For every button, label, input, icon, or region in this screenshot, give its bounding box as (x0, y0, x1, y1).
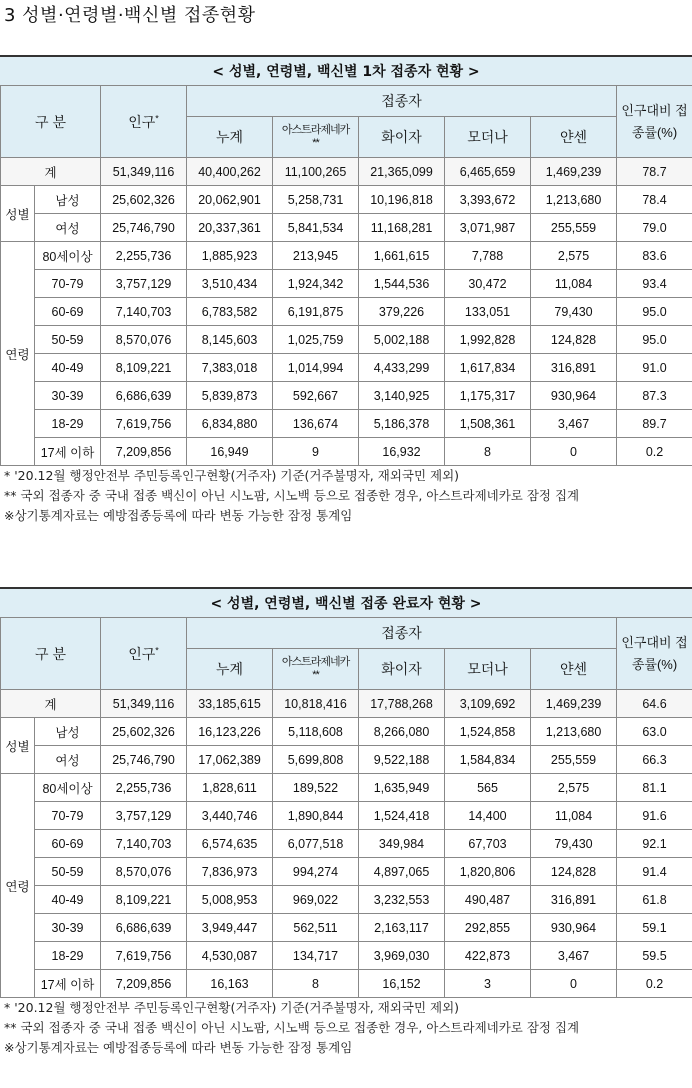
cell-pfizer: 4,433,299 (359, 354, 445, 382)
group-label-sex: 성별 (1, 186, 35, 242)
cell-moderna: 1,820,806 (445, 858, 531, 886)
table-row (1, 214, 692, 242)
table-caption: < 성별, 연령별, 백신별 접종 완료자 현황 > (0, 587, 692, 617)
cell-moderna: 1,175,317 (445, 382, 531, 410)
row-label: 여성 (35, 214, 101, 242)
cell-janssen: 79,430 (531, 830, 617, 858)
cell-pfizer: 17,788,268 (359, 690, 445, 718)
footnote: * '20.12월 행정안전부 주민등록인구현황(거주자) 기준(거주불명자, 재외국민 제외) (4, 468, 460, 483)
cell-pfizer: 3,969,030 (359, 942, 445, 970)
header-population-label: 인구 (128, 645, 156, 662)
cell-population: 51,349,116 (101, 690, 187, 718)
header-pfizer: 화이자 (359, 649, 445, 690)
cell-rate: 91.0 (617, 354, 692, 382)
cell-population: 51,349,116 (101, 158, 187, 186)
cell-pfizer: 3,140,925 (359, 382, 445, 410)
population-footnote-mark: * (155, 112, 159, 123)
cell-moderna: 490,487 (445, 886, 531, 914)
cell-rate: 78.4 (617, 186, 692, 214)
cell-az: 5,118,608 (273, 718, 359, 746)
cell-moderna: 6,465,659 (445, 158, 531, 186)
footnote: ** 국외 접종자 중 국내 접종 백신이 아닌 시노팜, 시노백 등으로 접종한 경우, 아스트라제네카로 잠정 집계 (4, 488, 580, 503)
row-label: 30-39 (35, 914, 101, 942)
footnote: ※상기통계자료는 예방접종등록에 따라 변동 가능한 잠정 통계임 (4, 1040, 353, 1055)
table-row (1, 886, 692, 914)
cell-pfizer: 1,635,949 (359, 774, 445, 802)
cell-az: 134,717 (273, 942, 359, 970)
cell-sum: 7,836,973 (187, 858, 273, 886)
table-row (1, 942, 692, 970)
cell-rate: 93.4 (617, 270, 692, 298)
population-footnote-mark: * (155, 644, 159, 655)
row-label: 70-79 (35, 802, 101, 830)
cell-sum: 3,510,434 (187, 270, 273, 298)
cell-moderna: 14,400 (445, 802, 531, 830)
header-astrazeneca (273, 649, 359, 690)
table-row (1, 438, 692, 466)
cell-janssen: 1,469,239 (531, 690, 617, 718)
astrazeneca-footnote-mark: ** (312, 137, 319, 149)
table-row-total (1, 690, 692, 718)
table-row (1, 970, 692, 998)
table-row (1, 326, 692, 354)
cell-population: 6,686,639 (101, 914, 187, 942)
cell-sum: 8,145,603 (187, 326, 273, 354)
cell-population: 2,255,736 (101, 774, 187, 802)
cell-moderna: 1,524,858 (445, 718, 531, 746)
row-label: 17세 이하 (35, 438, 101, 466)
cell-janssen: 79,430 (531, 298, 617, 326)
cell-moderna: 3 (445, 970, 531, 998)
cell-population: 7,619,756 (101, 942, 187, 970)
cell-population: 8,570,076 (101, 858, 187, 886)
header-sum: 누계 (187, 117, 273, 158)
cell-sum: 33,185,615 (187, 690, 273, 718)
table-row (1, 382, 692, 410)
cell-rate: 92.1 (617, 830, 692, 858)
cell-moderna: 67,703 (445, 830, 531, 858)
cell-moderna: 3,071,987 (445, 214, 531, 242)
cell-pfizer: 379,226 (359, 298, 445, 326)
cell-janssen: 316,891 (531, 886, 617, 914)
row-label: 40-49 (35, 354, 101, 382)
cell-rate: 64.6 (617, 690, 692, 718)
cell-janssen: 3,467 (531, 942, 617, 970)
table-row (1, 830, 692, 858)
page-heading: 3 성별·연령별·백신별 접종현황 (4, 5, 256, 26)
header-vaccinated-group: 접종자 (187, 618, 617, 649)
first-dose-section (0, 55, 692, 526)
cell-janssen: 11,084 (531, 270, 617, 298)
cell-rate: 95.0 (617, 326, 692, 354)
cell-az: 1,924,342 (273, 270, 359, 298)
astrazeneca-footnote-mark: ** (312, 669, 319, 681)
cell-population: 2,255,736 (101, 242, 187, 270)
footnote: ** 국외 접종자 중 국내 접종 백신이 아닌 시노팜, 시노백 등으로 접종한 경우, 아스트라제네카로 잠정 집계 (4, 1020, 580, 1035)
table-row (1, 802, 692, 830)
header-sum: 누계 (187, 649, 273, 690)
cell-pfizer: 16,932 (359, 438, 445, 466)
cell-rate: 89.7 (617, 410, 692, 438)
table-row (1, 746, 692, 774)
cell-janssen: 1,469,239 (531, 158, 617, 186)
table-row (1, 914, 692, 942)
cell-az: 9 (273, 438, 359, 466)
header-moderna: 모더나 (445, 117, 531, 158)
cell-rate: 83.6 (617, 242, 692, 270)
cell-pfizer: 9,522,188 (359, 746, 445, 774)
cell-az: 10,818,416 (273, 690, 359, 718)
row-label: 40-49 (35, 886, 101, 914)
row-label: 60-69 (35, 830, 101, 858)
cell-janssen: 0 (531, 438, 617, 466)
cell-janssen: 124,828 (531, 326, 617, 354)
cell-moderna: 565 (445, 774, 531, 802)
cell-az: 6,077,518 (273, 830, 359, 858)
cell-rate: 79.0 (617, 214, 692, 242)
cell-population: 7,209,856 (101, 438, 187, 466)
cell-sum: 3,440,746 (187, 802, 273, 830)
cell-pfizer: 349,984 (359, 830, 445, 858)
cell-janssen: 316,891 (531, 354, 617, 382)
cell-rate: 0.2 (617, 438, 692, 466)
cell-rate: 63.0 (617, 718, 692, 746)
table-row (1, 354, 692, 382)
cell-sum: 40,400,262 (187, 158, 273, 186)
cell-rate: 91.4 (617, 858, 692, 886)
row-label: 여성 (35, 746, 101, 774)
cell-pfizer: 10,196,818 (359, 186, 445, 214)
cell-rate: 87.3 (617, 382, 692, 410)
row-label: 30-39 (35, 382, 101, 410)
cell-population: 8,570,076 (101, 326, 187, 354)
cell-az: 1,890,844 (273, 802, 359, 830)
vaccination-table (0, 85, 692, 466)
cell-sum: 4,530,087 (187, 942, 273, 970)
row-label: 80세이상 (35, 242, 101, 270)
cell-az: 5,258,731 (273, 186, 359, 214)
header-janssen: 얀센 (531, 117, 617, 158)
row-label: 18-29 (35, 410, 101, 438)
table-row (1, 774, 692, 802)
row-label: 17세 이하 (35, 970, 101, 998)
footnote: * '20.12월 행정안전부 주민등록인구현황(거주자) 기준(거주불명자, 재외국민 제외) (4, 1000, 460, 1015)
cell-janssen: 930,964 (531, 382, 617, 410)
cell-az: 1,025,759 (273, 326, 359, 354)
cell-pfizer: 5,002,188 (359, 326, 445, 354)
cell-sum: 16,163 (187, 970, 273, 998)
cell-az: 6,191,875 (273, 298, 359, 326)
row-label: 50-59 (35, 326, 101, 354)
cell-sum: 6,834,880 (187, 410, 273, 438)
cell-rate: 59.1 (617, 914, 692, 942)
cell-moderna: 292,855 (445, 914, 531, 942)
header-category: 구 분 (1, 86, 101, 158)
cell-population: 7,140,703 (101, 298, 187, 326)
cell-sum: 1,828,611 (187, 774, 273, 802)
table-header-row (1, 618, 692, 649)
row-label: 60-69 (35, 298, 101, 326)
header-moderna: 모더나 (445, 649, 531, 690)
cell-az: 8 (273, 970, 359, 998)
cell-population: 25,602,326 (101, 718, 187, 746)
table-row-total (1, 158, 692, 186)
cell-janssen: 1,213,680 (531, 718, 617, 746)
cell-moderna: 133,051 (445, 298, 531, 326)
cell-pfizer: 11,168,281 (359, 214, 445, 242)
footnote: ※상기통계자료는 예방접종등록에 따라 변동 가능한 잠정 통계임 (4, 508, 353, 523)
cell-sum: 16,123,226 (187, 718, 273, 746)
cell-population: 3,757,129 (101, 270, 187, 298)
cell-population: 25,746,790 (101, 746, 187, 774)
cell-pfizer: 4,897,065 (359, 858, 445, 886)
cell-pfizer: 8,266,080 (359, 718, 445, 746)
cell-pfizer: 21,365,099 (359, 158, 445, 186)
cell-sum: 7,383,018 (187, 354, 273, 382)
cell-moderna: 7,788 (445, 242, 531, 270)
cell-janssen: 3,467 (531, 410, 617, 438)
footnotes (0, 466, 692, 526)
table-row (1, 186, 692, 214)
row-label: 남성 (35, 186, 101, 214)
cell-az: 5,841,534 (273, 214, 359, 242)
header-janssen: 얀센 (531, 649, 617, 690)
cell-az: 969,022 (273, 886, 359, 914)
cell-rate: 59.5 (617, 942, 692, 970)
cell-az: 136,674 (273, 410, 359, 438)
header-pfizer: 화이자 (359, 117, 445, 158)
cell-population: 8,109,221 (101, 886, 187, 914)
cell-az: 994,274 (273, 858, 359, 886)
footnotes (0, 998, 692, 1058)
cell-az: 592,667 (273, 382, 359, 410)
cell-pfizer: 1,661,615 (359, 242, 445, 270)
cell-janssen: 255,559 (531, 746, 617, 774)
cell-moderna: 8 (445, 438, 531, 466)
cell-sum: 17,062,389 (187, 746, 273, 774)
group-label-age: 연령 (1, 242, 35, 466)
cell-pfizer: 16,152 (359, 970, 445, 998)
table-row (1, 242, 692, 270)
cell-sum: 20,337,361 (187, 214, 273, 242)
table-row (1, 718, 692, 746)
cell-rate: 78.7 (617, 158, 692, 186)
cell-moderna: 3,393,672 (445, 186, 531, 214)
cell-az: 213,945 (273, 242, 359, 270)
cell-az: 5,699,808 (273, 746, 359, 774)
cell-sum: 5,008,953 (187, 886, 273, 914)
cell-sum: 6,783,582 (187, 298, 273, 326)
header-astrazeneca (273, 117, 359, 158)
cell-population: 7,140,703 (101, 830, 187, 858)
cell-janssen: 2,575 (531, 774, 617, 802)
table-row (1, 858, 692, 886)
cell-moderna: 1,584,834 (445, 746, 531, 774)
cell-rate: 81.1 (617, 774, 692, 802)
cell-population: 25,602,326 (101, 186, 187, 214)
cell-janssen: 930,964 (531, 914, 617, 942)
cell-janssen: 124,828 (531, 858, 617, 886)
cell-population: 6,686,639 (101, 382, 187, 410)
cell-population: 3,757,129 (101, 802, 187, 830)
header-vaccinated-group: 접종자 (187, 86, 617, 117)
cell-sum: 20,062,901 (187, 186, 273, 214)
cell-sum: 5,839,873 (187, 382, 273, 410)
row-label: 계 (1, 690, 101, 718)
cell-rate: 91.6 (617, 802, 692, 830)
row-label: 계 (1, 158, 101, 186)
cell-pfizer: 2,163,117 (359, 914, 445, 942)
cell-janssen: 0 (531, 970, 617, 998)
cell-population: 7,619,756 (101, 410, 187, 438)
cell-moderna: 422,873 (445, 942, 531, 970)
row-label: 50-59 (35, 858, 101, 886)
table-row (1, 270, 692, 298)
cell-pfizer: 1,544,536 (359, 270, 445, 298)
header-rate: 인구대비 접종률(%) (617, 86, 692, 158)
cell-janssen: 255,559 (531, 214, 617, 242)
cell-janssen: 2,575 (531, 242, 617, 270)
row-label: 남성 (35, 718, 101, 746)
cell-sum: 6,574,635 (187, 830, 273, 858)
group-label-sex: 성별 (1, 718, 35, 774)
row-label: 18-29 (35, 942, 101, 970)
cell-moderna: 3,109,692 (445, 690, 531, 718)
fully-vaccinated-section (0, 587, 692, 1058)
row-label: 80세이상 (35, 774, 101, 802)
table-header-row (1, 86, 692, 117)
cell-population: 25,746,790 (101, 214, 187, 242)
cell-janssen: 11,084 (531, 802, 617, 830)
header-category: 구 분 (1, 618, 101, 690)
header-rate: 인구대비 접종률(%) (617, 618, 692, 690)
cell-rate: 95.0 (617, 298, 692, 326)
cell-sum: 16,949 (187, 438, 273, 466)
cell-population: 7,209,856 (101, 970, 187, 998)
header-population (101, 618, 187, 690)
table-caption: < 성별, 연령별, 백신별 1차 접종자 현황 > (0, 55, 692, 85)
cell-az: 562,511 (273, 914, 359, 942)
header-astrazeneca-label: 아스트라제네카 (281, 124, 350, 136)
cell-moderna: 30,472 (445, 270, 531, 298)
cell-moderna: 1,508,361 (445, 410, 531, 438)
header-population-label: 인구 (128, 113, 156, 130)
cell-rate: 0.2 (617, 970, 692, 998)
row-label: 70-79 (35, 270, 101, 298)
cell-population: 8,109,221 (101, 354, 187, 382)
vaccination-table (0, 617, 692, 998)
header-astrazeneca-label: 아스트라제네카 (281, 656, 350, 668)
cell-sum: 3,949,447 (187, 914, 273, 942)
cell-janssen: 1,213,680 (531, 186, 617, 214)
cell-rate: 61.8 (617, 886, 692, 914)
cell-sum: 1,885,923 (187, 242, 273, 270)
header-population (101, 86, 187, 158)
cell-pfizer: 5,186,378 (359, 410, 445, 438)
cell-az: 11,100,265 (273, 158, 359, 186)
cell-az: 1,014,994 (273, 354, 359, 382)
table-row (1, 410, 692, 438)
cell-moderna: 1,617,834 (445, 354, 531, 382)
cell-az: 189,522 (273, 774, 359, 802)
cell-moderna: 1,992,828 (445, 326, 531, 354)
group-label-age: 연령 (1, 774, 35, 998)
cell-rate: 66.3 (617, 746, 692, 774)
table-row (1, 298, 692, 326)
cell-pfizer: 3,232,553 (359, 886, 445, 914)
cell-pfizer: 1,524,418 (359, 802, 445, 830)
